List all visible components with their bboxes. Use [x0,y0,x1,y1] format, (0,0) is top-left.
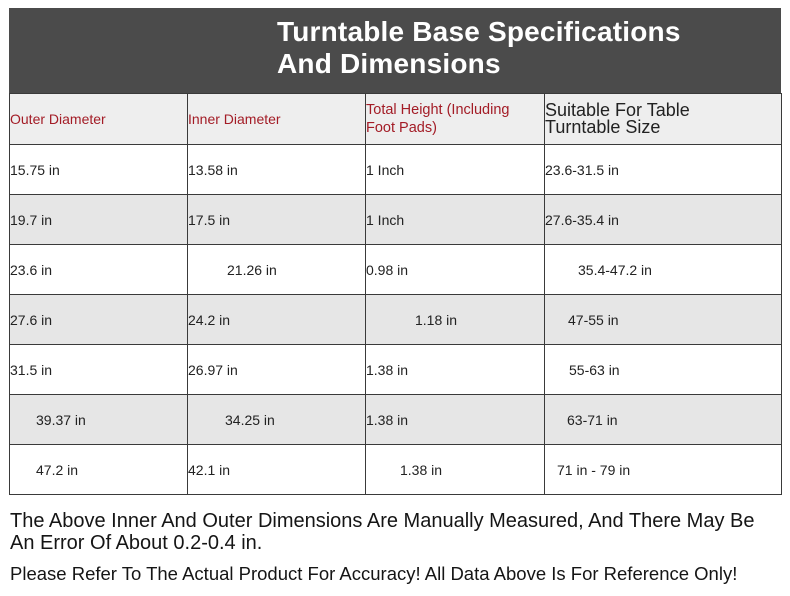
total-height-cell: 0.98 in [366,245,545,295]
column-header-inner-diameter: Inner Diameter [188,94,366,145]
table-row [10,445,782,495]
specifications-table [9,93,782,495]
outer-diameter-cell: 15.75 in [10,145,188,195]
column-header-suitable-size-text: Suitable For Table Turntable Size [545,100,690,137]
title-banner [9,8,781,96]
table-row [10,245,782,295]
suitable-size-cell: 35.4-47.2 in [545,245,782,295]
inner-diameter-cell: 34.25 in [188,395,366,445]
inner-diameter-cell: 13.58 in [188,145,366,195]
column-header-outer-diameter: Outer Diameter [10,94,188,145]
table-row [10,395,782,445]
inner-diameter-cell: 42.1 in [188,445,366,495]
page-title [277,16,681,80]
total-height-cell: 1.38 in [366,445,545,495]
inner-diameter-cell: 21.26 in [188,245,366,295]
suitable-size-cell: 47-55 in [545,295,782,345]
suitable-size-cell: 55-63 in [545,345,782,395]
total-height-cell: 1 Inch [366,145,545,195]
inner-diameter-cell: 26.97 in [188,345,366,395]
total-height-cell: 1 Inch [366,195,545,245]
table-header-row [10,94,782,145]
table-row [10,195,782,245]
inner-diameter-cell: 17.5 in [188,195,366,245]
inner-diameter-cell: 24.2 in [188,295,366,345]
column-header-total-height [366,94,545,145]
outer-diameter-cell: 47.2 in [10,445,188,495]
measurement-disclaimer-text: The Above Inner And Outer Dimensions Are Manually Measured, And There May Be An Error Of About 0.2-0.4 in. [10,510,755,554]
total-height-cell: 1.38 in [366,395,545,445]
outer-diameter-cell: 19.7 in [10,195,188,245]
suitable-size-cell: 27.6-35.4 in [545,195,782,245]
table-row [10,345,782,395]
page-title-line-1: Turntable Base Specifications [277,16,681,47]
table-row [10,295,782,345]
page-title-line-2: And Dimensions [277,48,501,79]
suitable-size-cell: 71 in - 79 in [545,445,782,495]
outer-diameter-cell: 27.6 in [10,295,188,345]
outer-diameter-cell: 31.5 in [10,345,188,395]
column-header-total-height-text: Total Height (Including Foot Pads) [366,102,510,136]
outer-diameter-cell: 39.37 in [10,395,188,445]
suitable-size-cell: 23.6-31.5 in [545,145,782,195]
column-header-suitable-size [545,94,782,145]
total-height-cell: 1.38 in [366,345,545,395]
outer-diameter-cell: 23.6 in [10,245,188,295]
table-row [10,145,782,195]
total-height-cell: 1.18 in [366,295,545,345]
suitable-size-cell: 63-71 in [545,395,782,445]
reference-disclaimer: Please Refer To The Actual Product For Accuracy! All Data Above Is For Reference Only! [10,563,738,584]
measurement-disclaimer [10,510,780,554]
